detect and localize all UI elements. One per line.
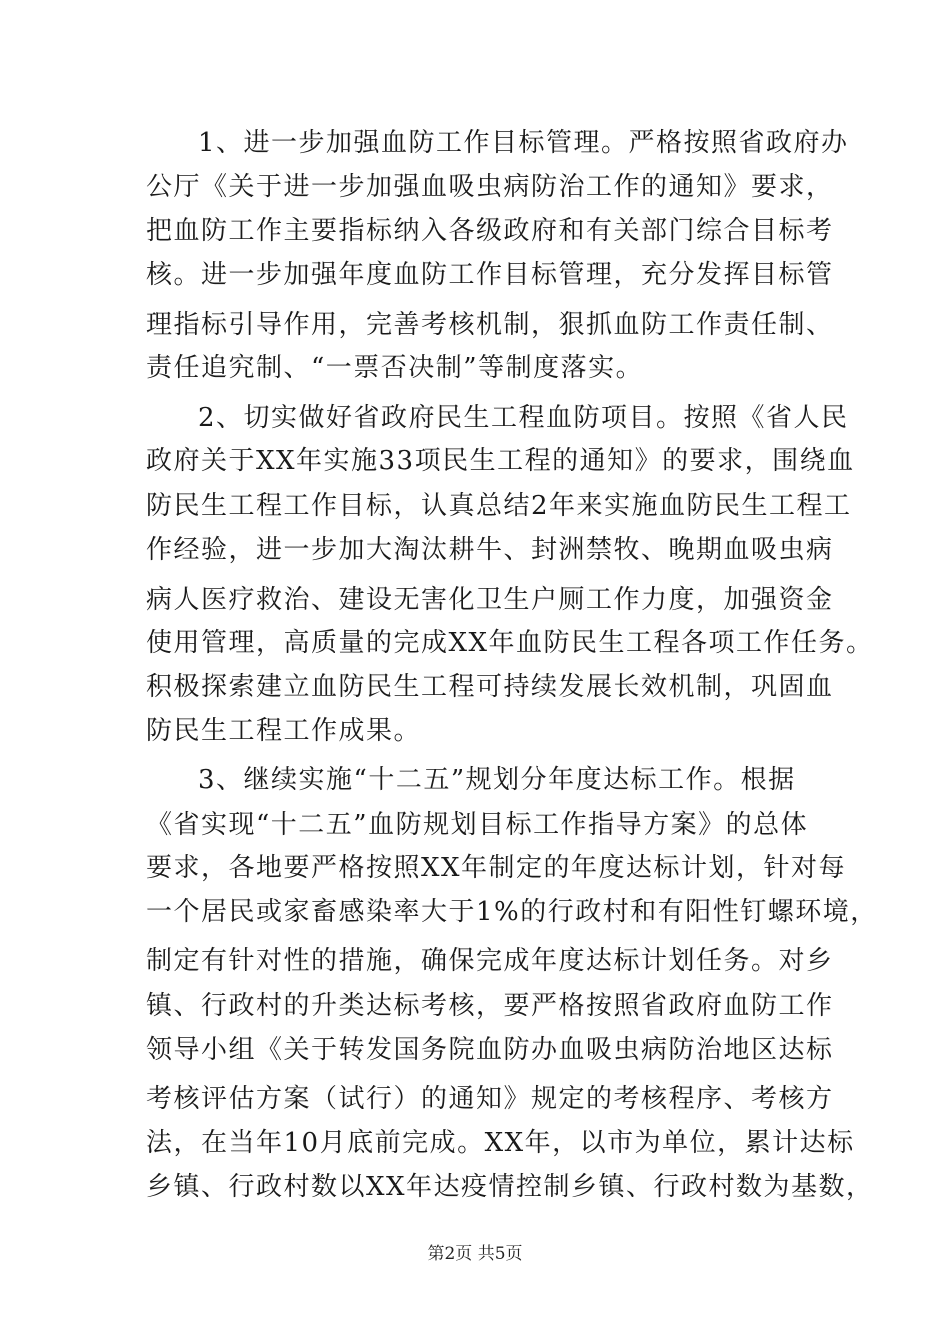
page-number-footer: 第2页 共5页 xyxy=(427,1244,523,1264)
text-line-17: 要求，各地要严格按照XX年制定的年度达标计划，针对每 xyxy=(146,853,847,883)
text-line-24: 乡镇、行政村数以XX年达疫情控制乡镇、行政村数为基数， xyxy=(146,1172,874,1202)
text-line-1: 1、进一步加强血防工作目标管理。严格按照省政府办 xyxy=(198,128,849,158)
text-line-12: 使用管理，高质量的完成XX年血防民生工程各项工作任务。 xyxy=(146,628,874,658)
text-line-18: 一个居民或家畜感染率大于1%的行政村和有阳性钉螺环境， xyxy=(146,897,878,927)
text-line-8: 政府关于XX年实施33项民生工程的通知》的要求，围绕血 xyxy=(146,446,855,476)
text-line-14: 防民生工程工作成果。 xyxy=(146,716,422,746)
text-line-10: 作经验，进一步加大淘汰耕牛、封洲禁牧、晚期血吸虫病 xyxy=(146,535,834,565)
text-line-11: 病人医疗救治、建设无害化卫生户厕工作力度，加强资金 xyxy=(146,585,834,615)
text-line-15: 3、继续实施“十二五”规划分年度达标工作。根据 xyxy=(198,765,796,795)
text-line-4: 核。进一步加强年度血防工作目标管理，充分发挥目标管 xyxy=(146,260,834,290)
text-line-7: 2、切实做好省政府民生工程血防项目。按照《省人民 xyxy=(198,403,849,433)
text-line-3: 把血防工作主要指标纳入各级政府和有关部门综合目标考 xyxy=(146,216,834,246)
text-line-19: 制定有针对性的措施，确保完成年度达标计划任务。对乡 xyxy=(146,946,834,976)
text-line-13: 积极探索建立血防民生工程可持续发展长效机制，巩固血 xyxy=(146,672,834,702)
text-line-9: 防民生工程工作目标，认真总结2年来实施血防民生工程工 xyxy=(146,491,852,521)
text-line-20: 镇、行政村的升类达标考核，要严格按照省政府血防工作 xyxy=(146,991,834,1021)
text-line-23: 法，在当年10月底前完成。XX年，以市为单位，累计达标 xyxy=(146,1128,855,1158)
text-line-2: 公厅《关于进一步加强血吸虫病防治工作的通知》要求， xyxy=(146,172,834,202)
text-line-6: 责任追究制、“一票否决制”等制度落实。 xyxy=(146,353,644,383)
text-line-22: 考核评估方案（试行）的通知》规定的考核程序、考核方 xyxy=(146,1084,834,1114)
text-line-21: 领导小组《关于转发国务院血防办血吸虫病防治地区达标 xyxy=(146,1035,834,1065)
text-line-16: 《省实现“十二五”血防规划目标工作指导方案》的总体 xyxy=(146,810,809,840)
text-line-5: 理指标引导作用，完善考核机制，狠抓血防工作责任制、 xyxy=(146,310,834,340)
